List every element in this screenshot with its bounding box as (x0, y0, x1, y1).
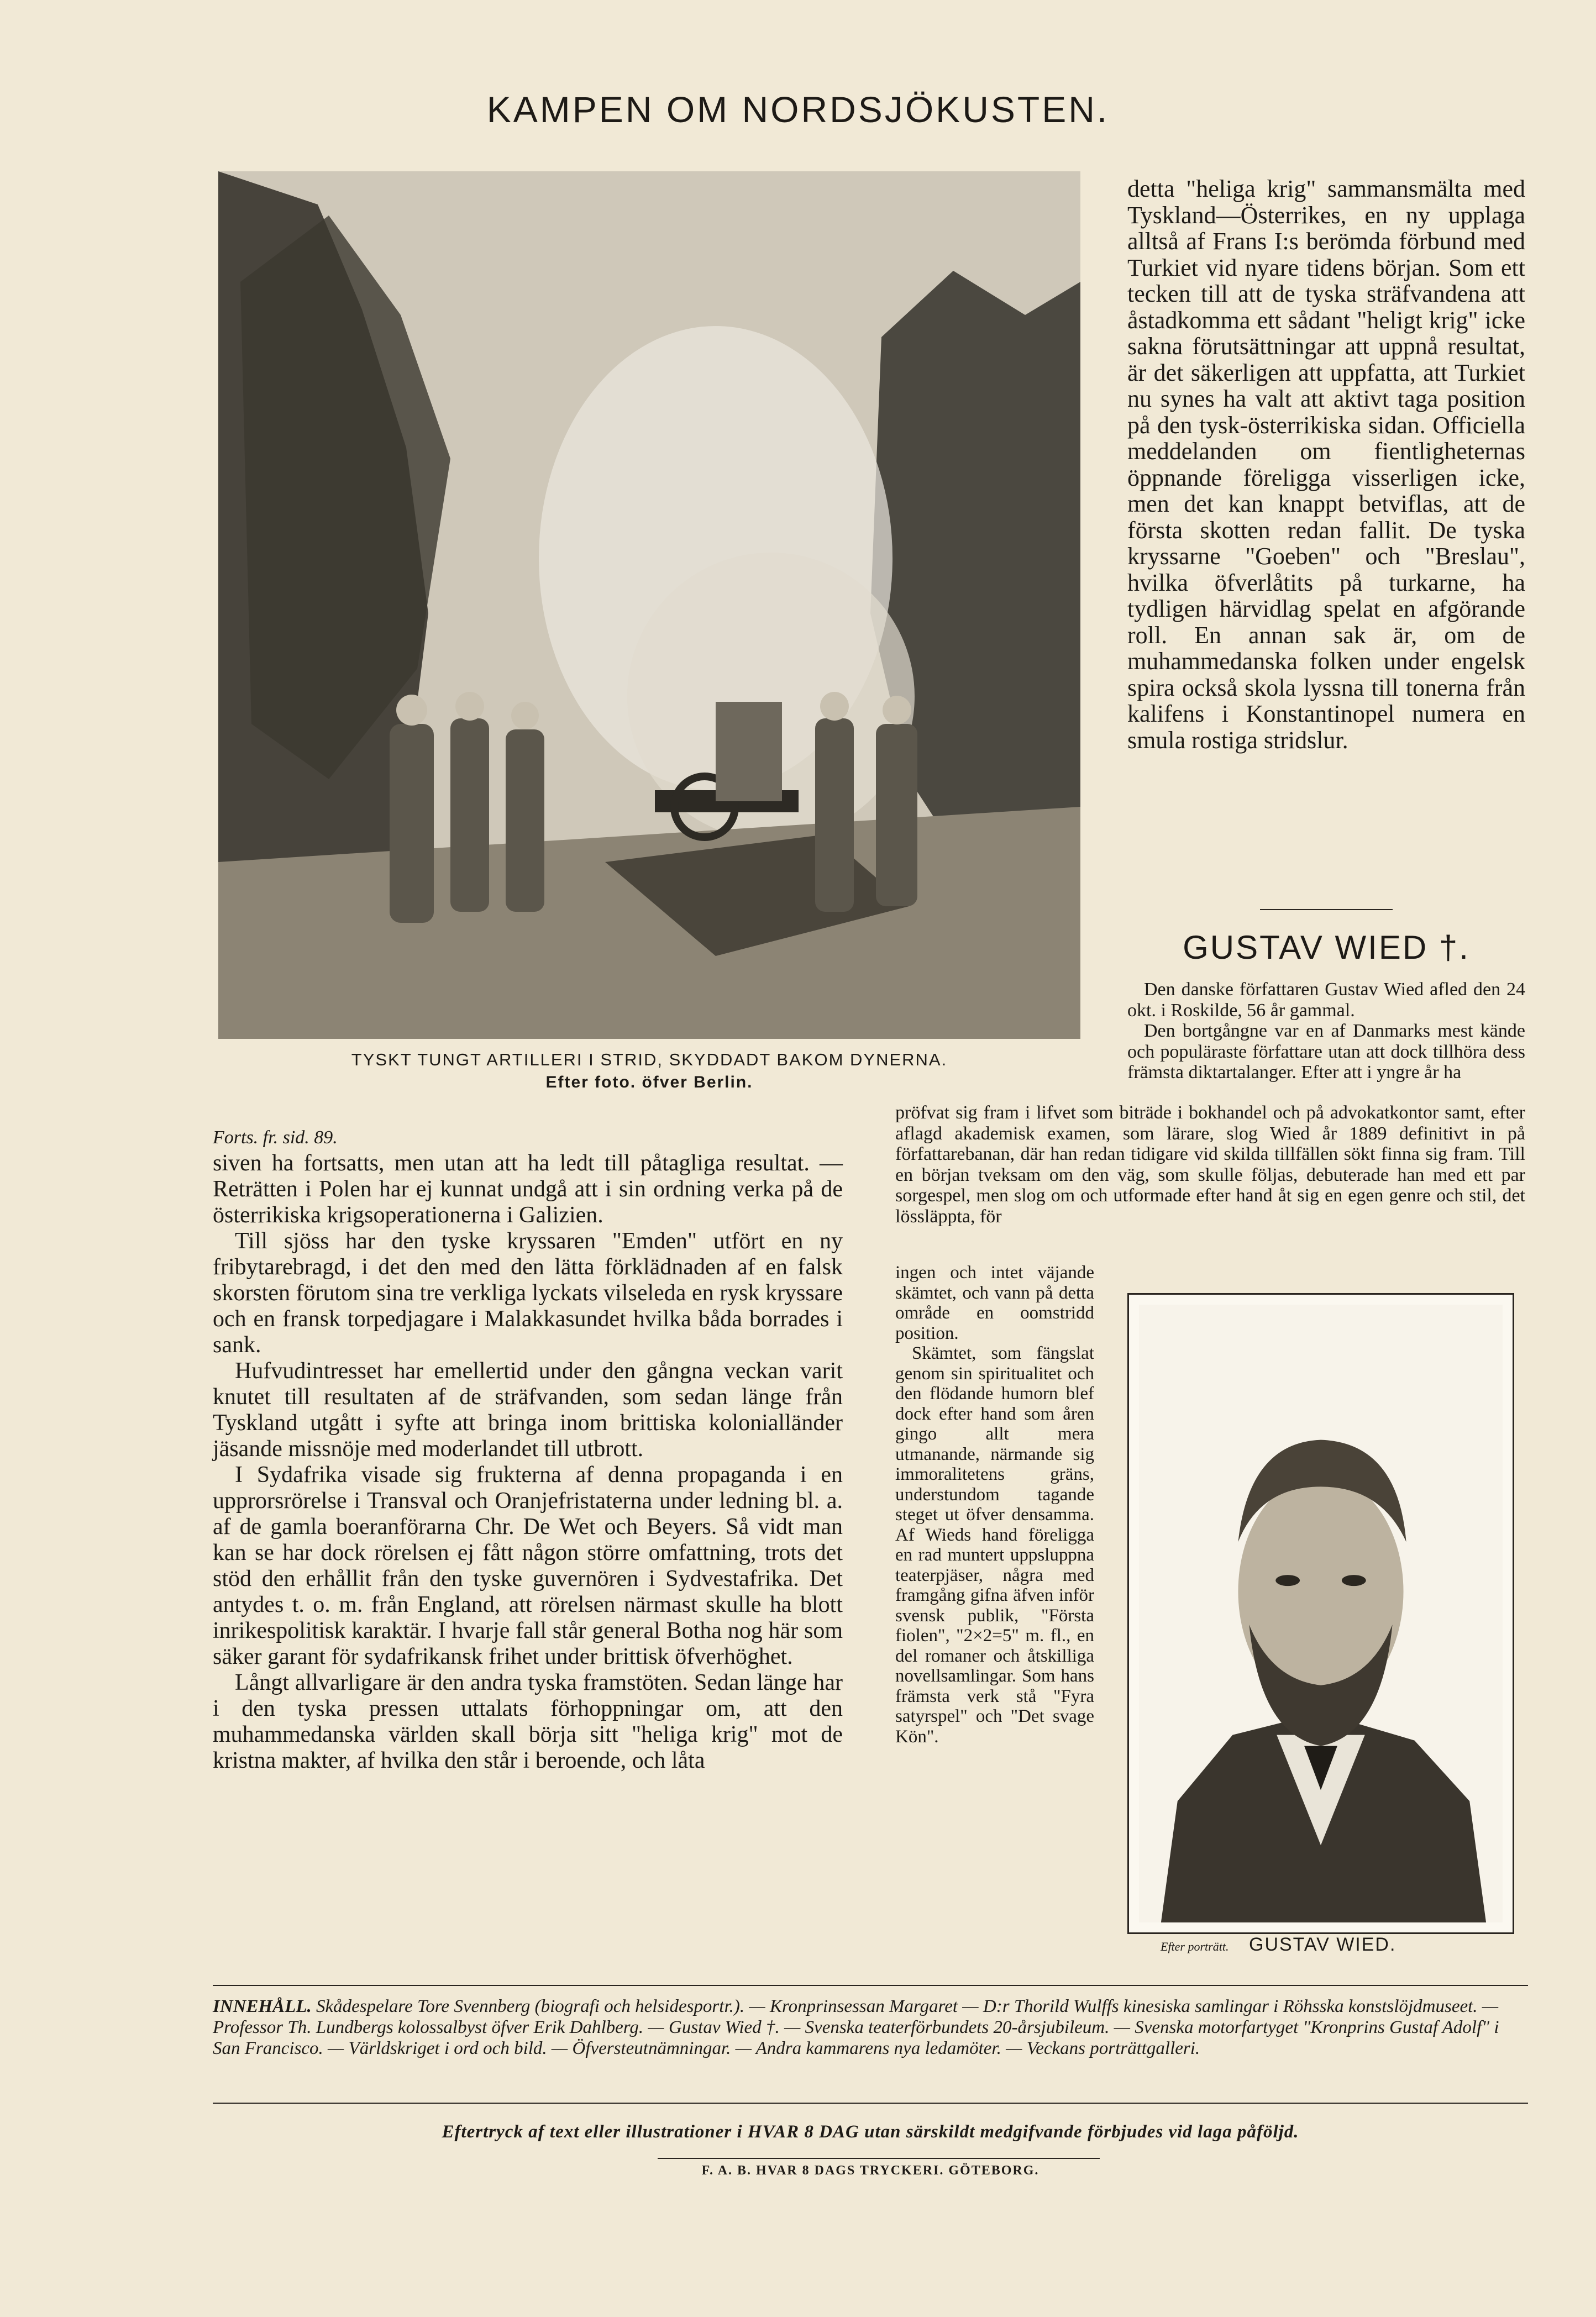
portrait-illustration (1139, 1305, 1503, 1922)
caption-source: Efter foto. öfver Berlin. (545, 1073, 753, 1091)
printer-imprint: F. A. B. HVAR 8 DAGS TRYCKERI. GÖTEBORG. (701, 2163, 1040, 2178)
obituary-paragraph: Skämtet, som fängslat genom sin spiritualitet och den flödande humorn blef dock efter hand som åren gingo allt mera utmanande, närmande sig immoralitetens gräns, understundom tagande steget ut öfver densamma. Af Wieds hand föreligga en rad muntert uppsluppna teaterpjäser, några med framgång gifna äfven inför svensk publik, "Första fiolen", "2×2=5" m. fl., en del romaner och åtskilliga novellsamlingar. Som hans främsta verk stå "Fyra satyrspel" och "Det svage Kön". (895, 1343, 1094, 1747)
contents-bottom-rule (213, 2103, 1528, 2104)
article-paragraph: siven ha fortsatts, men utan att ha ledt till påtagliga resultat. — Reträtten i Polen har ej kunnat undgå att i sin ordning verka på de österrikiska krigsoperationerna i Galizien. (213, 1150, 843, 1228)
article-paragraph: Långt allvarligare är den andra tyska framstöten. Sedan länge har i den tyska pressen uttalats förhoppningar om, att den muhammedanska världen skall börja sitt "heliga krig" mot de kristna makter, af hvilka den står i beroende, och låta (213, 1670, 843, 1773)
artillery-photo (218, 171, 1080, 1039)
obituary-paragraph: pröfvat sig fram i lifvet som biträde i bokhandel och på advokatkontor samt, efter aflagd akademisk examen, som lärare, slog Wied år 1889 definitivt in på författarebanan, där han redan tidigare vid skilda tillfällen sökt finna sig fram. Till en början tveksam om den väg, som skulle följas, debuterade han med ett par sorgespel, men slog om och utformade efter hand åt sig en egen genre och stil, det lössläppta, för (895, 1102, 1525, 1227)
contents-label: INNEHÅLL. (213, 1996, 312, 2016)
contents-text: Skådespelare Tore Svennberg (biografi och helsidesportr.). — Kronprinsessan Margaret — D:r Thorild Wulffs kinesiska samlingar i Röhsska konstslöjdmuseet. — Professor Th. Lundbergs kolossalbyst öfver Erik Dahlberg. — Gustav Wied †. — Svenska teaterförbundets 20-årsjubileum. — Svenska motorfartyget "Kronprins Gustaf Adolf" i San Francisco. — Världskriget i ord och bild. — Öfversteutnämningar. — Andra kammarens nya ledamöter. — Veckans porträttgalleri. (213, 1996, 1499, 2058)
obituary-intro: Den danske författaren Gustav Wied afled den 24 okt. i Roskilde, 56 år gammal. (1127, 979, 1525, 1021)
obituary-narrow-block (895, 1263, 1094, 1747)
left-column-article (213, 1125, 843, 1774)
article-paragraph: Till sjöss har den tyske kryssaren "Emden" utfört en ny fribytarebragd, i det den med den lätta förklädnaden af en falsk skorsten förutom sina tre verkliga lyckats vilseleda en rysk kryssare och en fransk torpedjagare i Malakkasundet hvilka båda borrades i sank. (213, 1228, 843, 1358)
obituary-intro-block (1127, 979, 1525, 1083)
artillery-photo-illustration (218, 171, 1080, 1039)
portrait-credit: Efter porträtt. (1161, 1940, 1229, 1953)
right-column-article (1127, 176, 1525, 753)
continued-from-note: Forts. fr. sid. 89. (213, 1127, 338, 1148)
contents-top-rule (213, 1985, 1528, 1986)
gustav-wied-portrait (1127, 1293, 1514, 1934)
copyright-notice: Eftertryck af text eller illustrationer i HVAR 8 DAG utan särskildt medgifvande förbjudes vid laga påföljd. (442, 2122, 1299, 2142)
page-title: KAMPEN OM NORDSJÖKUSTEN. (486, 89, 1110, 130)
section-divider (1260, 909, 1393, 910)
article-paragraph: Hufvudintresset har emellertid under den gångna veckan varit knutet till resultaten af de sträfvanden, som sedan länge från Tyskland utgått i syfte att bringa inom brittiska kolonialländer jäsande missnöje med moderlandet till utbrott. (213, 1358, 843, 1462)
article-paragraph: I Sydafrika visade sig frukterna af denna propaganda i en upprorsrörelse i Transval och Oranjefristaterna under ledning bl. a. af de gamla boeranförarna Chr. De Wet och Beyers. Så vidt man kan se har dock rörelsen ej fått någon större omfattning, trots det stöd den erhållit från den tyske guvernören i Sydvestafrika. Det antydes t. o. m. från England, att rörelsen närmast skulle ha blott inrikespolitisk karaktär. I hvarje fall står general Botha nog här som säker garant för sydafrikansk frihet under brittisk öfverhöghet. (213, 1462, 843, 1669)
caption-title: TYSKT TUNGT ARTILLERI I STRID, SKYDDADT BAKOM DYNERNA. (351, 1050, 948, 1069)
article-paragraph: detta "heliga krig" sammansmälta med Tyskland—Österrikes, en ny upplaga alltså af Frans I:s berömda förbund med Turkiet vid nyare tidens början. Som ett tecken till att de tyska sträfvandena att åstadkomma ett sådant "heligt krig" icke sakna förutsättningar att uppnå resultat, är det säkerligen att uppfatta, att Turkiet nu synes ha valt att aktivt taga position på den tysk-österrikiska sidan. Officiella meddelanden om fientligheternas öppnande föreligga visserligen icke, men det kan knappt betviflas, att de första skotten redan fallit. De tyska kryssarne "Goeben" och "Breslau", hvilka öfverlåtits på turkarne, ha tydligen härvidlag spelat en afgörande roll. En annan sak är, om de muhammedanska folken under engelsk spira också skola lyssna till tonerna från kalifens i Konstantinopel numera en smula rostiga stridslur. (1127, 175, 1525, 754)
obituary-heading: GUSTAV WIED †. (1183, 929, 1470, 966)
table-of-contents (213, 1996, 1528, 2059)
artillery-photo-caption (218, 1050, 1080, 1092)
obituary-paragraph: ingen och intet väjande skämtet, och vann på detta område en oomstridd position. (895, 1263, 1094, 1343)
portrait-caption: GUSTAV WIED. (1249, 1934, 1397, 1955)
footer-rule (658, 2158, 1100, 2159)
obituary-paragraph: Den bortgångne var en af Danmarks mest kände och populäraste författare utan att dock tillhöra dess främsta diktartalanger. Efter att i yngre år ha (1127, 1021, 1525, 1083)
obituary-wide-block (895, 1102, 1525, 1227)
